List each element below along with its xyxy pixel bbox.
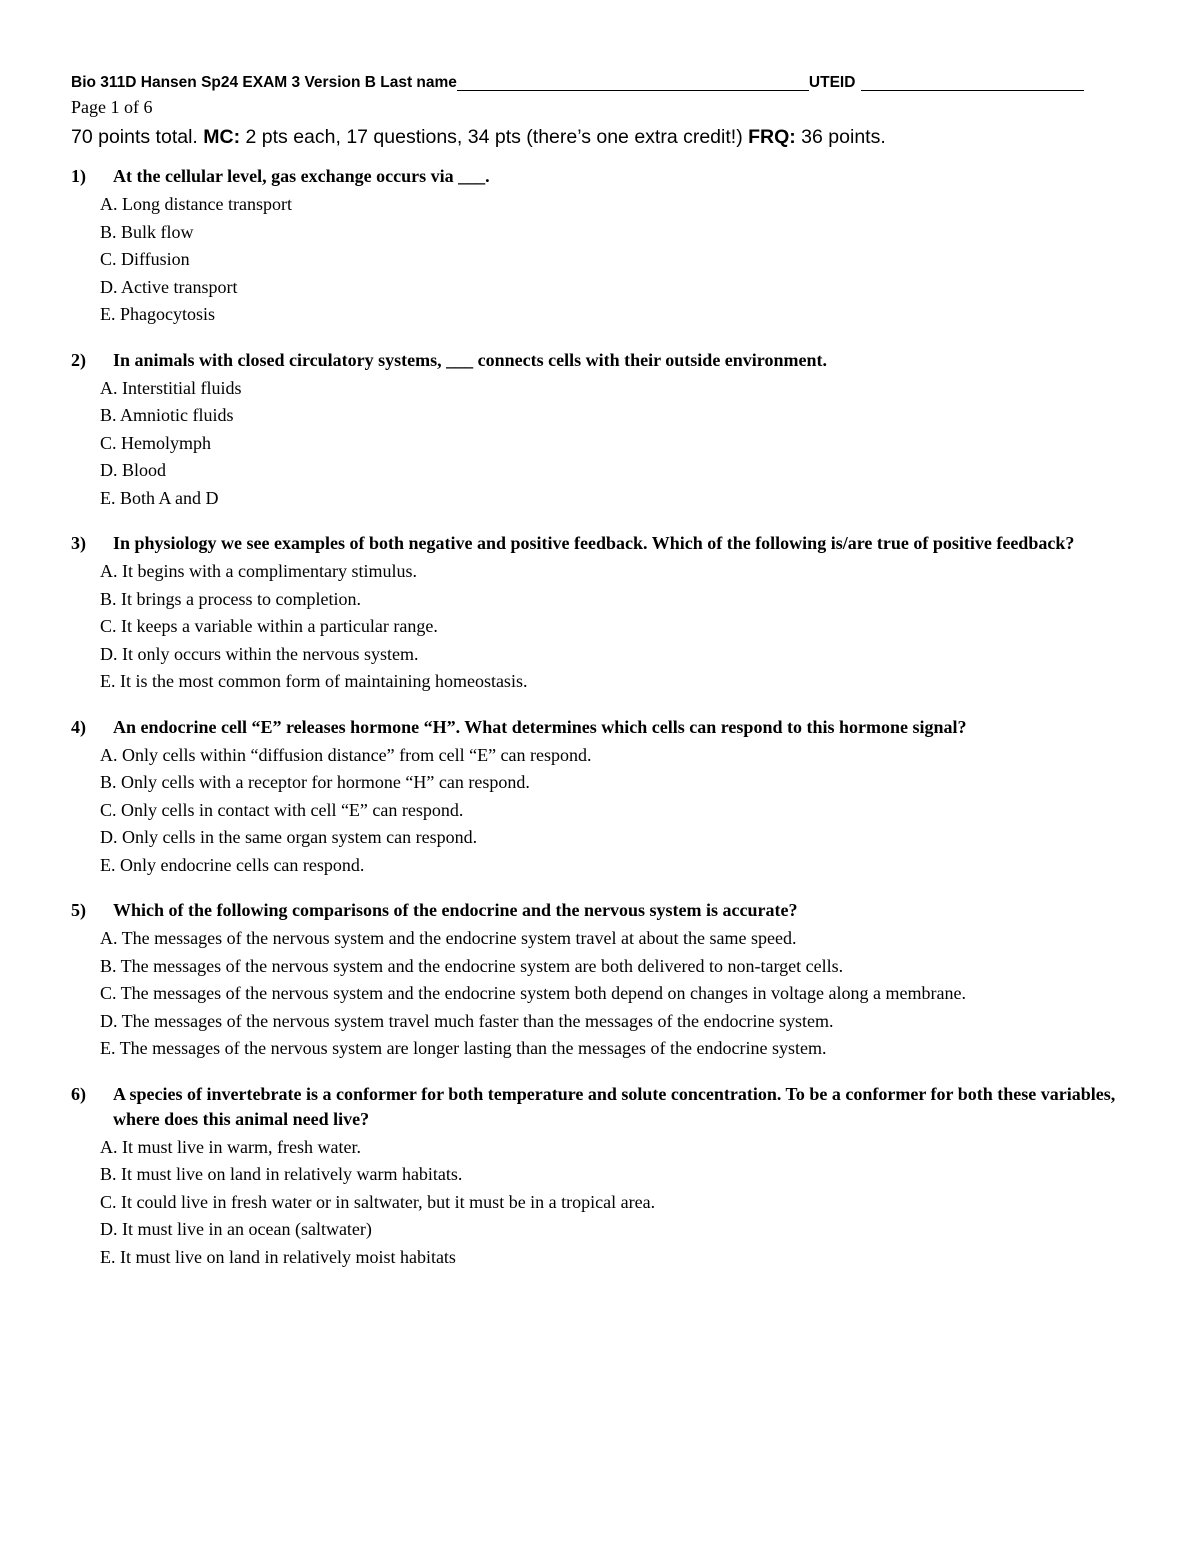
answer-options (100, 558, 1141, 696)
frq-details: 36 points. (795, 126, 886, 148)
question-stem (71, 715, 1141, 740)
answer-option-d[interactable]: D. Only cells in the same organ system can respond. (100, 827, 478, 847)
question-number: 3) (71, 533, 86, 553)
question-text: Which of the following comparisons of the endocrine and the nervous system is accurate? (113, 900, 798, 920)
question-number: 2) (71, 349, 86, 370)
answer-option-d[interactable]: D. Active transport (100, 276, 238, 297)
answer-option-c[interactable]: C. Diffusion (100, 249, 190, 269)
exam-page (71, 72, 1141, 1290)
answer-option-c[interactable]: C. Only cells in contact with cell “E” can respond. (100, 799, 464, 820)
answer-option-c[interactable]: C. It keeps a variable within a particular range. (100, 616, 438, 636)
page-number: Page 1 of 6 (71, 97, 153, 117)
question-text: In physiology we see examples of both negative and positive feedback. Which of the following is/are true of positive feedback? (113, 533, 1075, 553)
answer-option-c[interactable]: C. The messages of the nervous system and the endocrine system both depend on changes in voltage along a membrane. (100, 983, 966, 1003)
answer-options (100, 191, 1141, 329)
answer-option-d[interactable]: D. It must live in an ocean (saltwater) (100, 1219, 372, 1239)
question-text: A species of invertebrate is a conformer for both temperature and solute concentration. To be a conformer for both these variables, where does this animal need live? (113, 1083, 1116, 1129)
answer-option-d[interactable]: D. It only occurs within the nervous system. (100, 643, 419, 664)
answer-option-e[interactable]: E. Only endocrine cells can respond. (100, 854, 365, 875)
question-list (71, 164, 1141, 1271)
answer-options (100, 375, 1141, 513)
answer-option-e[interactable]: E. The messages of the nervous system are longer lasting than the messages of the endocrine system. (100, 1038, 827, 1058)
answer-option-e[interactable]: E. Phagocytosis (100, 304, 215, 324)
answer-option-a[interactable]: A. Long distance transport (100, 194, 292, 214)
answer-option-a[interactable]: A. It must live in warm, fresh water. (100, 1136, 361, 1157)
answer-option-b[interactable]: B. Only cells with a receptor for hormone “H” can respond. (100, 772, 530, 792)
uteid-label: UTEID (808, 74, 856, 91)
uteid-field[interactable] (861, 74, 1084, 91)
question-stem (71, 164, 1141, 189)
answer-option-b[interactable]: B. Bulk flow (100, 221, 194, 242)
answer-option-c[interactable]: C. Hemolymph (100, 432, 211, 453)
question-number: 4) (71, 716, 86, 737)
question-stem (71, 348, 1141, 373)
question-4 (71, 715, 1141, 880)
answer-option-b[interactable]: B. The messages of the nervous system and the endocrine system are both delivered to non-target cells. (100, 955, 844, 976)
question-number: 6) (71, 1083, 86, 1104)
answer-option-e[interactable]: E. It must live on land in relatively moist habitats (100, 1246, 456, 1267)
question-text: In animals with closed circulatory systems, ___ connects cells with their outside environment. (113, 349, 827, 370)
mc-label: MC: (203, 126, 241, 148)
question-text: An endocrine cell “E” releases hormone “H”. What determines which cells can respond to this hormone signal? (113, 716, 967, 737)
points-summary (71, 124, 1141, 150)
question-1 (71, 164, 1141, 329)
answer-options (100, 925, 1141, 1063)
question-3 (71, 531, 1141, 696)
answer-option-b[interactable]: B. It must live on land in relatively warm habitats. (100, 1164, 463, 1184)
answer-option-a[interactable]: A. Interstitial fluids (100, 377, 242, 398)
answer-option-c[interactable]: C. It could live in fresh water or in saltwater, but it must be in a tropical area. (100, 1191, 656, 1212)
question-6 (71, 1082, 1141, 1272)
answer-option-d[interactable]: D. Blood (100, 460, 167, 480)
question-stem (71, 898, 1141, 923)
answer-option-e[interactable]: E. It is the most common form of maintaining homeostasis. (100, 671, 528, 691)
exam-title: Bio 311D Hansen Sp24 EXAM 3 Version B Last name (71, 74, 457, 91)
mc-details: 2 pts each, 17 questions, 34 pts (there’s one extra credit!) (240, 126, 749, 148)
question-5 (71, 898, 1141, 1063)
question-stem (71, 531, 1141, 556)
question-text: At the cellular level, gas exchange occurs via ___. (113, 166, 490, 186)
last-name-field[interactable] (457, 74, 809, 91)
answer-option-b[interactable]: B. It brings a process to completion. (100, 588, 361, 609)
answer-option-a[interactable]: A. It begins with a complimentary stimulus. (100, 561, 417, 581)
question-2 (71, 348, 1141, 513)
answer-option-e[interactable]: E. Both A and D (100, 487, 219, 508)
answer-options (100, 742, 1141, 880)
answer-option-b[interactable]: B. Amniotic fluids (100, 405, 234, 425)
answer-option-a[interactable]: A. Only cells within “diffusion distance” from cell “E” can respond. (100, 744, 592, 765)
question-stem (71, 1082, 1141, 1132)
answer-option-a[interactable]: A. The messages of the nervous system and the endocrine system travel at about the same speed. (100, 928, 797, 948)
answer-option-d[interactable]: D. The messages of the nervous system travel much faster than the messages of the endocrine system. (100, 1010, 834, 1031)
points-total: 70 points total. (71, 126, 204, 148)
exam-header (71, 72, 1141, 94)
question-number: 1) (71, 166, 86, 186)
question-number: 5) (71, 900, 86, 920)
answer-options (100, 1134, 1141, 1272)
frq-label: FRQ: (748, 126, 796, 148)
